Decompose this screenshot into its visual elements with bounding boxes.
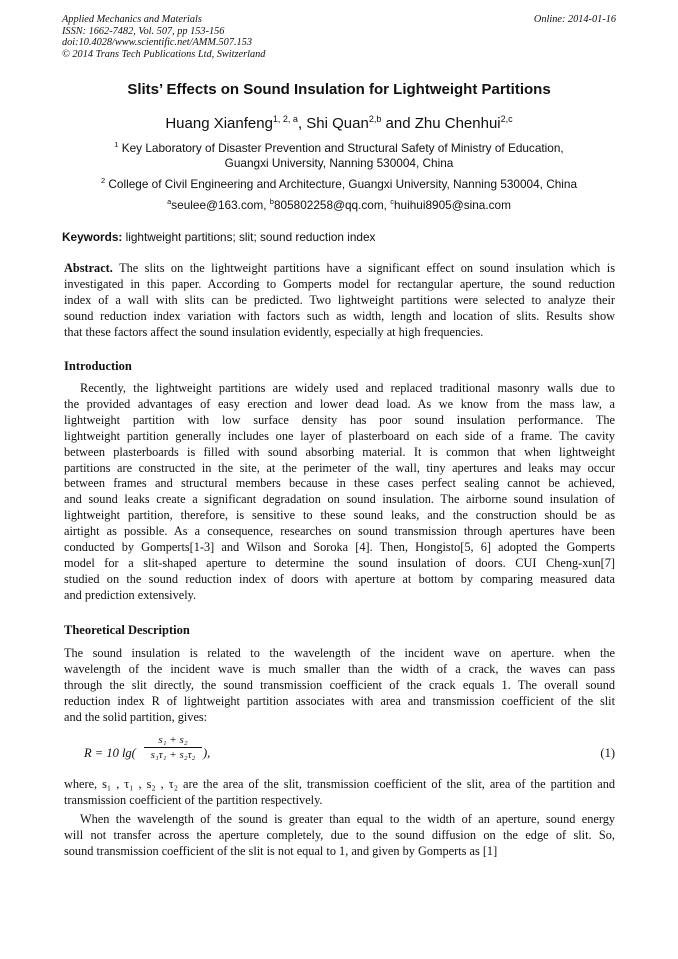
author-emails: [0, 194, 678, 213]
where-paragraph: [64, 777, 615, 809]
copyright-line: © 2014 Trans Tech Publications Ltd, Switzerland: [62, 48, 266, 60]
wavelength-line: will not transfer across the aperture completely, due to the sound diffusion on the edge of slit. So,: [64, 827, 615, 842]
theory-line: wavelength of the incident wave is much smaller than the width of a crack, the waves can pass: [64, 661, 615, 676]
author-3: Zhu Chenhui: [414, 115, 501, 132]
where-line: where, s₁ , τ₁ , s₂ , τ₂ are the area of the slit, transmission coefficient of the slit, area of the partition and: [64, 777, 615, 791]
intro-line: lightweight partition generally includes one layer of plasterboard on each side of a frame. The cavity: [64, 428, 615, 443]
journal-info: [62, 14, 265, 60]
theory-line: The sound insulation is related to the wavelength of the incident wave on aperture. when the: [64, 646, 615, 660]
author-3-affiliation: 2,c: [500, 114, 513, 124]
equation-1: [84, 734, 615, 774]
intro-line: lightweight partition with low surface density has poor sound insulation performance. The: [64, 412, 615, 427]
author-separator: and: [381, 115, 415, 132]
abstract-line: investigated in this paper. According to Gomperts model for rectangular aperture, the sound reduction: [64, 276, 615, 291]
intro-line: the provided advantages of easy erection and lower dead load. As we know from the mass law, a: [64, 396, 615, 411]
author-separator: ,: [297, 115, 307, 132]
affiliation-2-number: 2: [100, 176, 106, 185]
author-1: Huang Xianfeng: [165, 115, 273, 132]
wavelength-paragraph: [64, 812, 615, 860]
theory-body: [64, 646, 615, 726]
email-a-marker: a: [167, 197, 172, 206]
introduction-heading: Introduction: [64, 359, 132, 373]
keywords-text: lightweight partitions; slit; sound reduction index: [122, 230, 376, 244]
where-line: transmission coefficient of the partition respectively.: [64, 792, 323, 807]
affiliation-1-line-1: Key Laboratory of Disaster Prevention and Structural Safety of Ministry of Education,: [118, 141, 564, 155]
abstract-line-text: The slits on the lightweight partitions have a significant effect on sound insulation which is: [112, 261, 615, 275]
author-1-affiliation: 1, 2, a: [272, 114, 298, 124]
intro-line: and prediction extensively.: [64, 587, 197, 602]
equation-denominator: s₁τ₁ + s₂τ₂: [150, 749, 196, 761]
abstract: [64, 261, 615, 341]
equation-lhs: R = 10 lg(: [84, 746, 136, 760]
intro-line: airtight as possible. As a consequence, researches on sound transmission through apertures have been: [64, 524, 615, 539]
affiliation-2-text: College of Civil Engineering and Architecture, Guangxi University, Nanning 530004, China: [105, 177, 578, 191]
intro-line: and sound leaks create a significant degradation on sound insulation. The airborne sound insulation of: [64, 492, 615, 507]
affiliation-1-line-2: Guangxi University, Nanning 530004, China: [224, 156, 454, 170]
equation-numerator: s₁ + s₂: [158, 734, 188, 746]
affiliation-1-number: 1: [114, 140, 119, 149]
intro-line: studied on the sound reduction index of doors with aperture at bottom by comparing measured data: [64, 571, 615, 586]
intro-line: between frames and structural members because in these cases perfect sealing cannot be achieved,: [64, 476, 615, 491]
paper-title: Slits’ Effects on Sound Insulation for Lightweight Partitions: [127, 81, 551, 98]
equation-fraction: [144, 734, 202, 761]
theory-heading: Theoretical Description: [64, 623, 190, 637]
intro-line: conducted by Gomperts[1-3] and Wilson and Soroka [4]. Then, Hongisto[5, 6] adopted the Gomperts: [64, 540, 615, 555]
intro-line: model for a slit-shaped aperture to determine the sound insulation of doors. CUI Cheng-xun[7]: [64, 555, 615, 570]
author-2-affiliation: 2,b: [368, 114, 382, 124]
theory-line: and the solid partition, gives:: [64, 709, 208, 724]
online-date: Online: 2014-01-16: [533, 14, 616, 25]
abstract-line: sound reduction index variation with factors such as width, length and location of slits. Results show: [64, 308, 615, 323]
email-b-marker: b: [269, 197, 274, 206]
keywords: [62, 230, 616, 244]
journal-name: Applied Mechanics and Materials: [62, 14, 202, 25]
abstract-label: Abstract.: [64, 261, 113, 275]
wavelength-line: When the wavelength of the sound is greater than equal to the width of an aperture, sound energy: [80, 812, 615, 826]
abstract-line: that these factors affect the sound insulation evidently, especially at high frequencies.: [64, 324, 484, 339]
theory-line: through the slit directly, the sound transmission coefficient of the crack equals 1. The overall sound: [64, 677, 615, 692]
introduction-body: [64, 381, 615, 604]
author-2: Shi Quan: [306, 115, 369, 132]
equation-number: (1): [600, 746, 615, 760]
equation-tail: ),: [203, 746, 211, 760]
email-a[interactable]: seulee@163.com,: [171, 198, 270, 212]
email-c[interactable]: huihui8905@sina.com: [393, 198, 511, 212]
email-c-marker: c: [390, 197, 394, 206]
intro-line: Recently, the lightweight partitions are widely used and replaced traditional masonry walls due to: [80, 381, 615, 395]
issn-line: ISSN: 1662-7482, Vol. 507, pp 153-156: [62, 25, 225, 37]
abstract-line: [64, 261, 615, 277]
intro-line: lightweight partition, therefore, is sensitive to these sound leaks, and the construction should be as: [64, 508, 615, 523]
intro-line: between plasterboards is filled with sound absorbing material. It is common that when lightweight: [64, 444, 615, 459]
intro-line: partitions are constructed in the site, at the perimeter of the wall, tiny apertures and leaks may occur: [64, 460, 615, 475]
theory-line: reduction index R of lightweight partition associates with area and transmission coefficient of the slit: [64, 693, 615, 708]
affiliation-2: [0, 173, 678, 192]
author-list: [0, 114, 678, 132]
wavelength-line: sound transmission coefficient of the slit is not equal to 1, and given by Gomperts as [1]: [64, 843, 498, 858]
doi-line: doi:10.4028/www.scientific.net/AMM.507.153: [62, 37, 252, 49]
fraction-bar: [144, 747, 202, 748]
keywords-label: Keywords:: [62, 230, 123, 244]
email-b[interactable]: 805802258@qq.com,: [273, 198, 391, 212]
abstract-line: index of a wall with slits can be predicted. Two lightweight partitions were selected to analyze their: [64, 292, 615, 307]
affiliation-1: [0, 137, 678, 171]
